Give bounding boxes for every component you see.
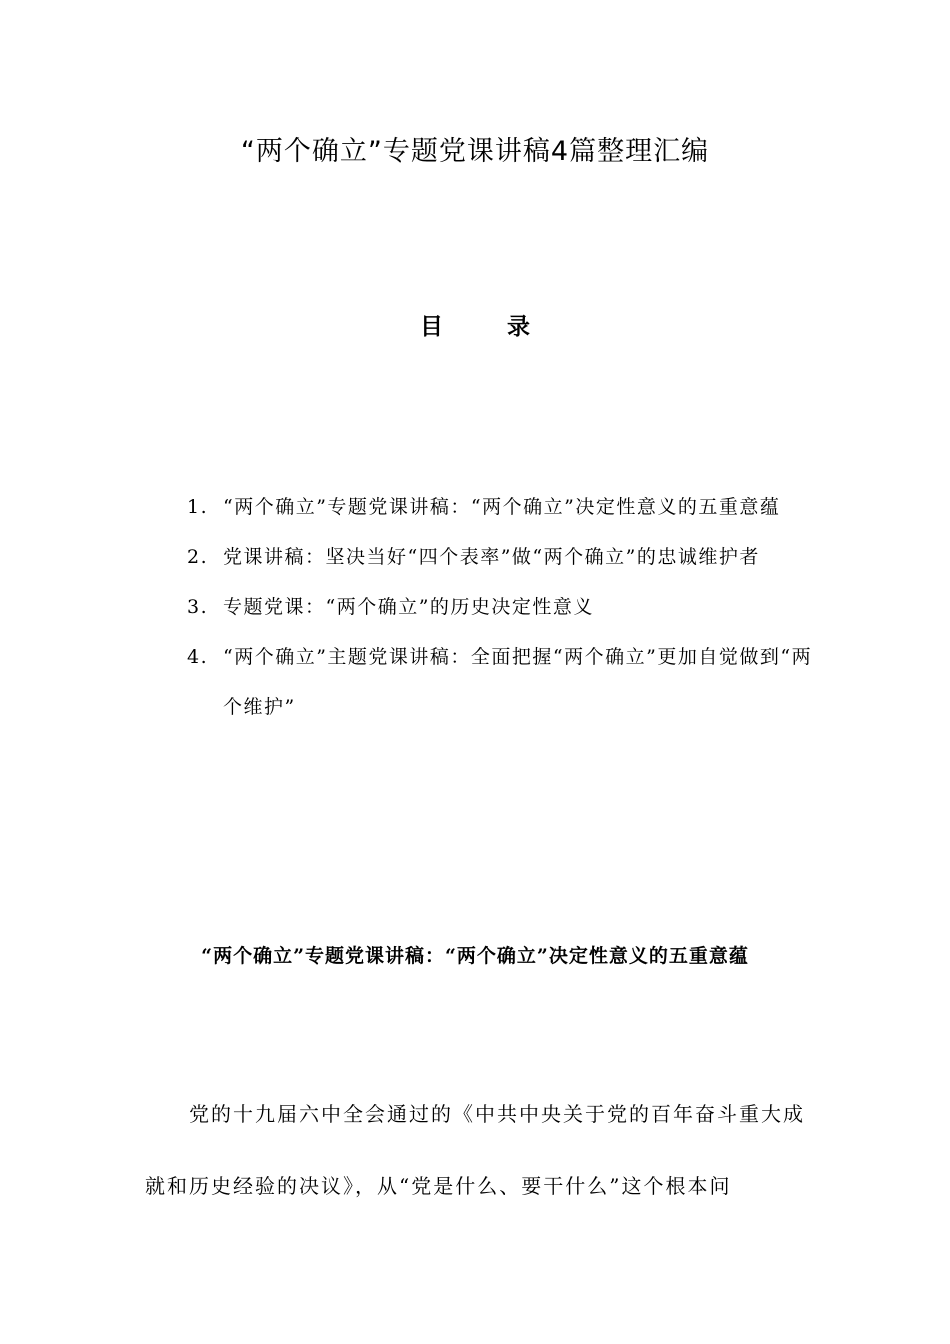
toc-item-text: 专题党课：“两个确立”的历史决定性意义 [223,596,594,618]
table-of-contents [187,482,827,732]
toc-item-text: 党课讲稿：坚决当好“四个表率”做“两个确立”的忠诚维护者 [223,546,760,568]
section-heading: “两个确立”专题党课讲稿：“两个确立”决定性意义的五重意蕴 [201,945,749,967]
toc-heading: 目 录 [419,314,558,340]
toc-item-1 [187,482,827,532]
toc-item-text: “两个确立”主题党课讲稿：全面把握“两个确立”更加自觉做到“两个维护” [223,646,813,718]
toc-item-number: 4. [187,646,209,668]
toc-item-4 [187,632,827,732]
document-title: “两个确立”专题党课讲稿4篇整理汇编 [240,136,710,167]
body-paragraph: 党的十九届六中全会通过的《中共中央关于党的百年奋斗重大成就和历史经验的决议》，从“党是什么、要干什么”这个根本问 [145,1102,805,1198]
toc-item-number: 3. [187,596,209,618]
toc-item-text: “两个确立”专题党课讲稿：“两个确立”决定性意义的五重意蕴 [223,496,781,518]
toc-item-2 [187,532,827,582]
toc-item-3 [187,582,827,632]
toc-item-number: 2. [187,546,209,568]
toc-item-number: 1. [187,496,209,518]
